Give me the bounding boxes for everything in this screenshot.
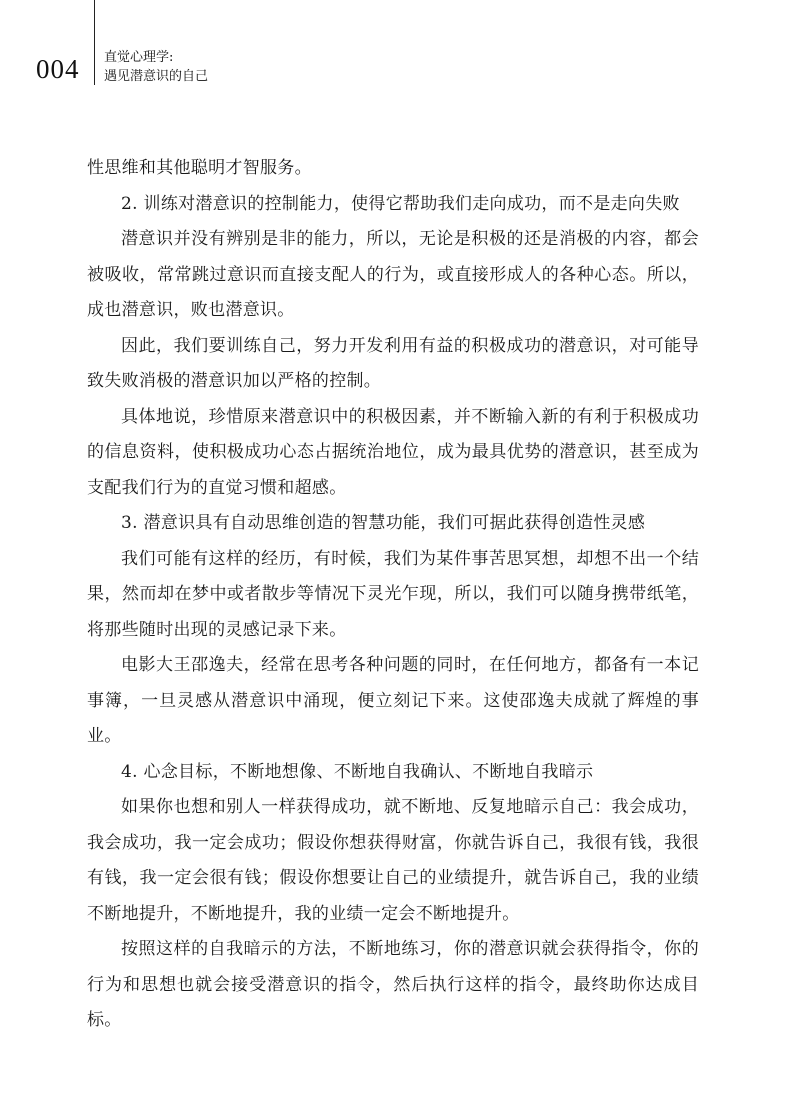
paragraph: 如果你也想和别人一样获得成功，就不断地、反复地暗示自己：我会成功，我会成功，我一定会成功；假设你想获得财富，你就告诉自己，我很有钱，我很有钱，我一定会很有钱；假设你想要让自己的业绩提升，就告诉自己，我的业绩不断地提升，不断地提升，我的业绩一定会不断地提升。 — [87, 797, 699, 924]
paragraph: 电影大王邵逸夫，经常在思考各种问题的同时，在任何地方，都备有一本记事簿，一旦灵感从潜意识中涌现，便立刻记下来。这使邵逸夫成就了辉煌的事业。 — [87, 655, 699, 746]
running-header — [0, 0, 790, 100]
book-title-line-2: 遇见潜意识的自己 — [104, 69, 209, 84]
header-divider — [94, 0, 95, 85]
paragraph-continuation: 性思维和其他聪明才智服务。 — [87, 158, 312, 178]
body-text — [87, 151, 699, 1039]
paragraph: 具体地说，珍惜原来潜意识中的积极因素，并不断输入新的有利于积极成功的信息资料，使积极成功心态占据统治地位，成为最具优势的潜意识，甚至成为支配我们行为的直觉习惯和超感。 — [87, 406, 699, 498]
page-number: 004 — [36, 54, 80, 84]
paragraph: 按照这样的自我暗示的方法，不断地练习，你的潜意识就会获得指令，你的行为和思想也就会接受潜意识的指令，然后执行这样的指令，最终助你达成目标。 — [87, 939, 699, 1030]
book-title-line-1: 直觉心理学: — [104, 50, 174, 65]
paragraph: 因此，我们要训练自己，努力开发利用有益的积极成功的潜意识，对可能导致失败消极的潜意识加以严格的控制。 — [87, 335, 699, 391]
section-heading-2: 2. 训练对潜意识的控制能力，使得它帮助我们走向成功，而不是走向失败 — [121, 193, 680, 214]
paragraph: 我们可能有这样的经历，有时候，我们为某件事苦思冥想，却想不出一个结果，然而却在梦中或者散步等情况下灵光乍现，所以，我们可以随身携带纸笔，将那些随时出现的灵感记录下来。 — [87, 548, 699, 640]
section-heading-3: 3. 潜意识具有自动思维创造的智慧功能，我们可据此获得创造性灵感 — [121, 513, 646, 533]
book-title — [104, 48, 208, 86]
paragraph: 潜意识并没有辨别是非的能力，所以，无论是积极的还是消极的内容，都会被吸收，常常跳过意识而直接支配人的行为，或直接形成人的各种心态。所以，成也潜意识，败也潜意识。 — [87, 229, 699, 320]
section-heading-4: 4. 心念目标，不断地想像、不断地自我确认、不断地自我暗示 — [121, 761, 594, 782]
